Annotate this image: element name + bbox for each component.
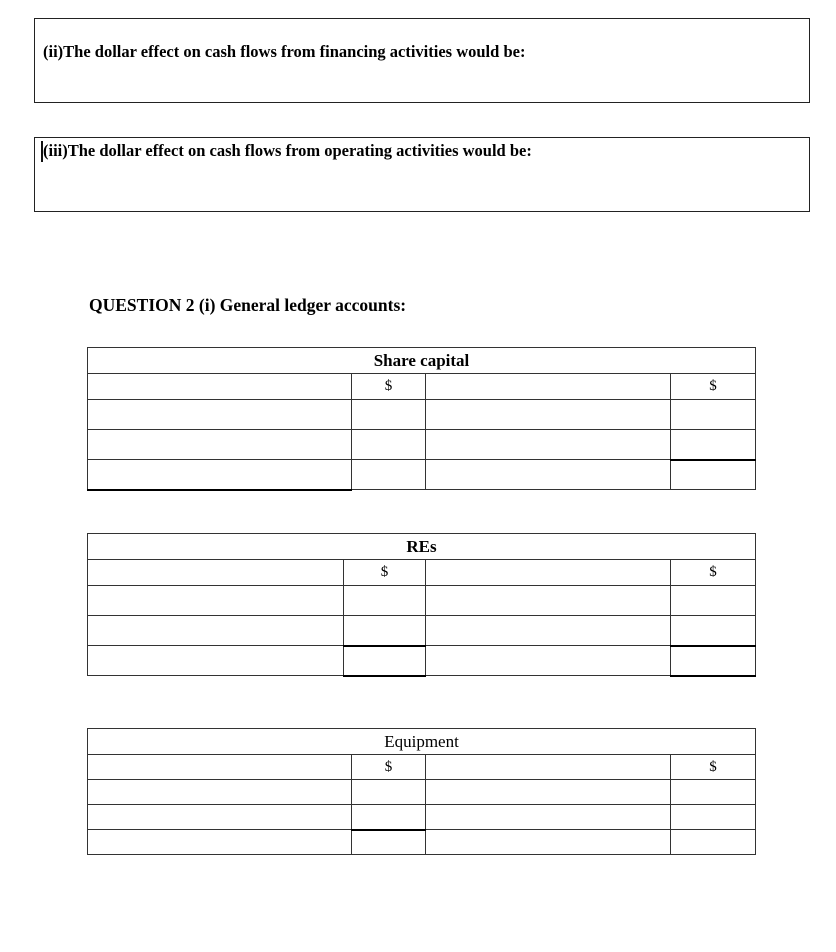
credit-amount-total-cell[interactable]	[671, 460, 756, 490]
share-capital-ledger	[87, 347, 756, 491]
credit-detail-cell[interactable]	[426, 374, 671, 400]
debit-amount-cell[interactable]	[352, 430, 426, 460]
credit-currency-label: $	[671, 374, 756, 400]
credit-detail-cell[interactable]	[426, 755, 671, 780]
debit-amount-cell[interactable]	[344, 586, 426, 616]
credit-total-cell[interactable]	[426, 460, 671, 490]
credit-amount-cell[interactable]	[671, 780, 756, 805]
credit-detail-cell[interactable]	[426, 586, 671, 616]
equipment-title: Equipment	[88, 729, 756, 755]
credit-amount-total-cell[interactable]	[671, 646, 756, 676]
debit-total-cell[interactable]	[88, 646, 344, 676]
financing-answer-box[interactable]	[34, 18, 810, 103]
credit-detail-cell[interactable]	[426, 400, 671, 430]
debit-amount-cell[interactable]	[352, 400, 426, 430]
res-ledger	[87, 533, 756, 677]
credit-amount-cell[interactable]	[671, 616, 756, 646]
debit-amount-total-cell[interactable]	[352, 830, 426, 855]
debit-detail-cell[interactable]	[88, 400, 352, 430]
credit-detail-cell[interactable]	[426, 780, 671, 805]
debit-amount-total-cell[interactable]	[344, 646, 426, 676]
operating-prompt: (iii)The dollar effect on cash flows from operating activities would be:	[43, 141, 532, 160]
financing-prompt: (ii)The dollar effect on cash flows from financing activities would be:	[43, 42, 526, 61]
debit-detail-cell[interactable]	[88, 586, 344, 616]
credit-total-cell[interactable]	[426, 646, 671, 676]
debit-currency-label: $	[352, 755, 426, 780]
debit-amount-cell[interactable]	[352, 780, 426, 805]
operating-answer-box[interactable]	[34, 137, 810, 212]
credit-amount-cell[interactable]	[671, 430, 756, 460]
debit-detail-cell[interactable]	[88, 560, 344, 586]
debit-detail-cell[interactable]	[88, 616, 344, 646]
debit-total-cell[interactable]	[88, 460, 352, 490]
credit-detail-cell[interactable]	[426, 560, 671, 586]
share-capital-title: Share capital	[88, 348, 756, 374]
debit-amount-cell[interactable]	[344, 616, 426, 646]
credit-currency-label: $	[671, 755, 756, 780]
question-2-heading: QUESTION 2 (i) General ledger accounts:	[89, 295, 407, 315]
res-title: REs	[88, 534, 756, 560]
equipment-ledger	[87, 728, 756, 855]
credit-amount-cell[interactable]	[671, 400, 756, 430]
credit-amount-total-cell[interactable]	[671, 830, 756, 855]
debit-currency-label: $	[344, 560, 426, 586]
credit-detail-cell[interactable]	[426, 805, 671, 830]
debit-amount-cell[interactable]	[352, 805, 426, 830]
debit-currency-label: $	[352, 374, 426, 400]
debit-detail-cell[interactable]	[88, 780, 352, 805]
debit-detail-cell[interactable]	[88, 430, 352, 460]
credit-currency-label: $	[671, 560, 756, 586]
debit-detail-cell[interactable]	[88, 374, 352, 400]
debit-amount-total-cell[interactable]	[352, 460, 426, 490]
credit-total-cell[interactable]	[426, 830, 671, 855]
debit-total-cell[interactable]	[88, 830, 352, 855]
credit-amount-cell[interactable]	[671, 586, 756, 616]
debit-detail-cell[interactable]	[88, 805, 352, 830]
credit-detail-cell[interactable]	[426, 616, 671, 646]
debit-detail-cell[interactable]	[88, 755, 352, 780]
credit-amount-cell[interactable]	[671, 805, 756, 830]
credit-detail-cell[interactable]	[426, 430, 671, 460]
